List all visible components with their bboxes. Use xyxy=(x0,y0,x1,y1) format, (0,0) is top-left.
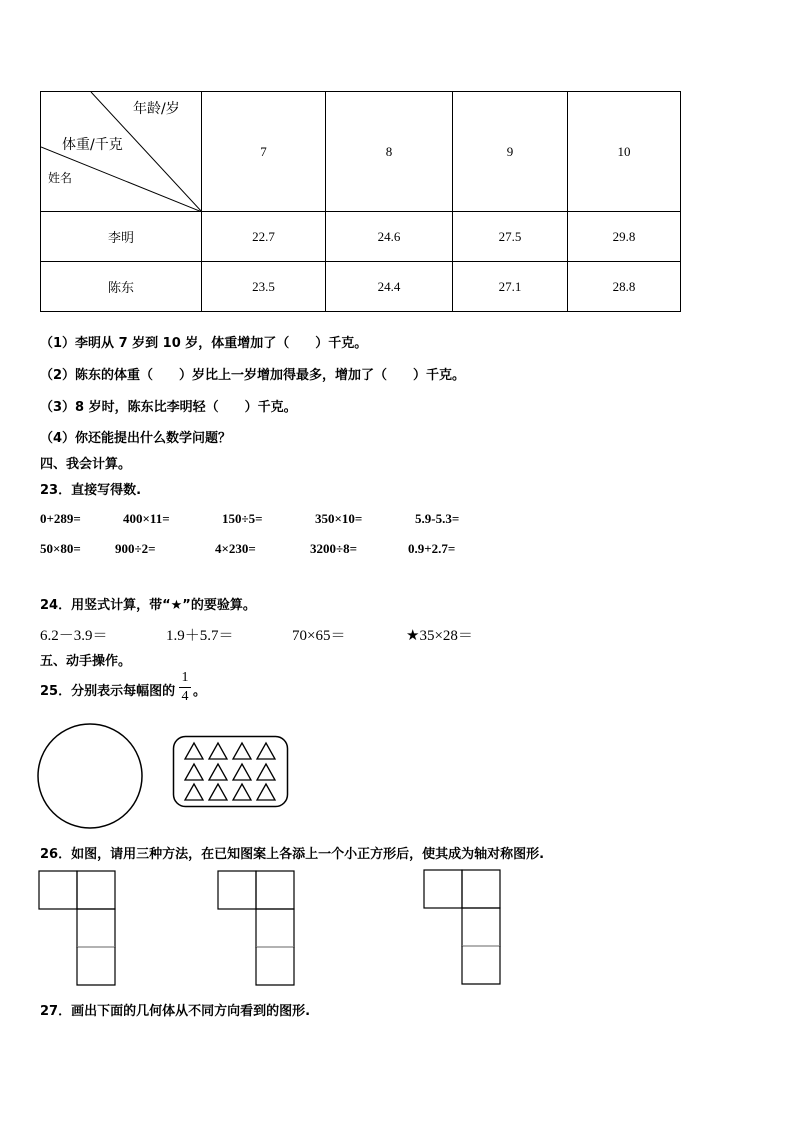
section-5-title: 五、动手操作。 xyxy=(40,654,132,669)
triangle-icon xyxy=(209,764,227,780)
triangle-icon xyxy=(185,743,203,759)
fraction-denominator: 4 xyxy=(181,689,189,704)
name-cell: 陈东 xyxy=(41,262,202,312)
triangle-icon xyxy=(257,764,275,780)
q27-title: 27．画出下面的几何体从不同方向看到的图形. xyxy=(40,1004,311,1019)
triangle-icon xyxy=(185,764,203,780)
table-header-diagonal-cell xyxy=(41,92,202,212)
calc-item: 0+289= xyxy=(40,511,81,526)
section-4-title: 四、我会计算。 xyxy=(40,457,132,472)
fraction-numerator: 1 xyxy=(181,670,189,685)
square-pattern-3 xyxy=(423,869,503,987)
calc-item: 5.9-5.3= xyxy=(415,511,460,526)
question-1: （1）李明从 7 岁到 10 岁，体重增加了（ ）千克。 xyxy=(40,336,368,351)
q26-title: 26．如图，请用三种方法，在已知图案上各添上一个小正方形后，使其成为轴对称图形. xyxy=(40,847,545,862)
q25-text: 25．分别表示每幅图的 xyxy=(40,684,176,699)
calc-item: 4×230= xyxy=(215,541,256,556)
triangle-icon xyxy=(209,784,227,800)
calc-item: 900÷2= xyxy=(115,541,156,556)
calc-item: 3200÷8= xyxy=(310,541,358,556)
value-cell: 27.5 xyxy=(453,212,568,262)
value-cell: 24.4 xyxy=(326,262,453,312)
triangle-icon xyxy=(185,784,203,800)
value-cell: 22.7 xyxy=(202,212,326,262)
triangle-icon xyxy=(233,784,251,800)
value-cell: 27.1 xyxy=(453,262,568,312)
vertical-calc-item: 1.9＋5.7＝ xyxy=(166,628,234,644)
calc-item: 0.9+2.7= xyxy=(408,541,456,556)
name-cell: 李明 xyxy=(41,212,202,262)
vertical-calc-item: 70×65＝ xyxy=(292,628,346,644)
triangle-icon xyxy=(257,743,275,759)
vertical-calc-item: ★35×28＝ xyxy=(406,628,473,644)
question-3: （3）8 岁时，陈东比李明轻（ ）千克。 xyxy=(40,400,297,415)
calc-item: 400×11= xyxy=(123,511,170,526)
triangle-icon xyxy=(233,764,251,780)
calc-item: 50×80= xyxy=(40,541,81,556)
fraction-bar xyxy=(179,687,191,688)
age-cell: 8 xyxy=(326,92,453,212)
circle-figure xyxy=(36,722,146,832)
value-cell: 24.6 xyxy=(326,212,453,262)
triangle-icon xyxy=(233,743,251,759)
value-cell: 29.8 xyxy=(568,212,681,262)
question-2: （2）陈东的体重（ ）岁比上一岁增加得最多，增加了（ ）千克。 xyxy=(40,368,466,383)
calc-item: 350×10= xyxy=(315,511,363,526)
table-row xyxy=(41,262,681,312)
triangle-icon xyxy=(257,784,275,800)
square-pattern-1 xyxy=(38,870,118,988)
name-header-label: 姓名 xyxy=(48,171,73,185)
table-row xyxy=(41,212,681,262)
age-cell: 7 xyxy=(202,92,326,212)
vertical-calc-item: 6.2－3.9＝ xyxy=(40,628,108,644)
square-pattern-2 xyxy=(217,870,297,988)
weight-header-label: 体重/千克 xyxy=(62,137,123,153)
value-cell: 28.8 xyxy=(568,262,681,312)
triangles-figure xyxy=(172,735,290,809)
triangle-icon xyxy=(209,743,227,759)
q25-period: 。 xyxy=(193,684,207,699)
age-cell: 9 xyxy=(453,92,568,212)
value-cell: 23.5 xyxy=(202,262,326,312)
calc-item: 150÷5= xyxy=(222,511,263,526)
weight-table xyxy=(40,91,681,312)
age-cell: 10 xyxy=(568,92,681,212)
question-4: （4）你还能提出什么数学问题？ xyxy=(40,431,232,446)
q24-title: 24．用竖式计算，带“★”的要验算。 xyxy=(40,598,256,613)
age-header-label: 年龄/岁 xyxy=(133,101,180,117)
q23-title: 23．直接写得数. xyxy=(40,483,142,498)
fraction-one-quarter xyxy=(179,670,191,705)
